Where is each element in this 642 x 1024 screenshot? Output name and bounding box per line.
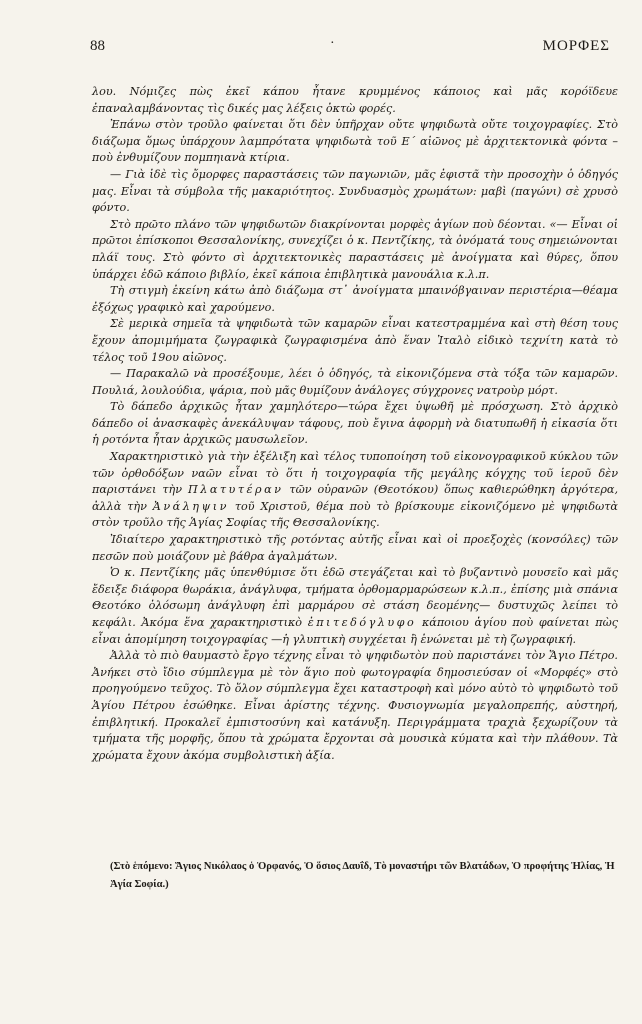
header-dot: · — [330, 36, 335, 51]
next-issue-note: (Στὸ ἑπόμενο: Ἅγιος Νικόλαος ὁ Ὀρφανός, Ὁ ὅσιος Δαυΐδ, Τὸ μοναστήρι τῶν Βλατάδων, Ὁ προφήτης Ἠλίας, Ἡ Ἁγία Σοφία.) — [110, 861, 615, 890]
paragraph-text: Χαρακτηριστικὸ γιὰ τὴν ἐξέλιξη καὶ τέλος τυποποίηση τοῦ εἰκονογραφικοῦ κύκλου τῶν τῶν ὀρθοδόξων ναῶν εἶναι τὸ ὅτι ἡ τοιχογραφία τῆς μεγάλης κόγχης τοῦ ἱεροῦ δὲν παριστάνει τὴν — [92, 450, 618, 497]
paragraph — [92, 565, 618, 648]
paragraph: — Παρακαλῶ νὰ προσέξουμε, λέει ὁ ὁδηγός, τὰ εἰκονιζόμενα στὰ τόξα τῶν καμαρῶν. Πουλιά, λουλούδια, ψάρια, ποὺ μᾶς θυμίζουν ἀνάλογες σύγχρονες νατροὺρ μόρτ. — [92, 367, 618, 397]
article-body — [92, 84, 618, 764]
paragraph: Τὸ δάπεδο ἀρχικῶς ἦταν χαμηλότερο—τώρα ἔχει ὑψωθῆ μὲ πρόσχωση. Στὸ ἀρχικὸ δάπεδο οἱ ἀνασκαφὲς ἀνεκάλυψαν τάφους, ποὺ ἔγινα ἀφορμὴ νὰ διατυπωθῆ ἡ εἰκασία ὅτι ἡ ροτόντα ἦταν ἀρχικῶς μαυσωλεῖον. — [92, 400, 618, 447]
paragraph: Σὲ μερικὰ σημεῖα τὰ ψηφιδωτὰ τῶν καμαρῶν εἶναι κατεστραμμένα καὶ στὴ θέση τους ἔχουν ἀπομιμήματα ζωγραφικὰ ζωγραφισμένα ἀπὸ ἕναν Ἰταλὸ εἰδικὸ τεχνίτη κατὰ τὸ τέλος τοῦ 19ου αἰῶνος. — [92, 317, 618, 364]
running-title: ΜΟΡΦΕΣ — [542, 38, 610, 54]
paragraph — [92, 449, 618, 532]
paragraph: Ἀλλὰ τὸ πιὸ θαυμαστὸ ἔργο τέχνης εἶναι τὸ ψηφιδωτὸν ποὺ παριστάνει τὸν Ἅγιο Πέτρο. Ἀνήκει στὸ ἴδιο σύμπλεγμα μὲ τὸν ἅγιο ποὺ φωτογραφία δημοσιεύσαν οἱ «Μορφές» στὸ προηγούμενο τεῦχος. Τὸ ὅλον σύμπλεγμα ἔχει καταστροφὴ καὶ μόνο αὐτὸ τὸ ψηφιδωτὸ τοῦ Ἁγίου Πέτρου ἐσώθηκε. Εἶναι ἀρίστης τέχνης. Φυσιογνωμία μεγαλοπρεπής, αὐστηρή, ἐπιβλητική. Προκαλεῖ ἐμπιστοσύνη καὶ κατάνυξη. Περιγράμματα τραχιὰ ξεχωρίζουν τὰ τμήματα τῆς μορφῆς, ὅπου τὰ χρώματα ἔρχονται σὰ μουσικὰ κύματα καὶ τὴν πλάθουν. Τὰ χρώματα ἔχουν ἀκόμα συμβολιστικὴ ἀξία. — [92, 649, 618, 762]
spaced-term: Ἀνάληψιν — [152, 499, 229, 513]
page-number: 88 — [90, 38, 105, 54]
paragraph: Τὴ στιγμὴ ἐκείνη κάτω ἀπὸ διάζωμα στ᾿ ἀνοίγματα μπαινόβγαιναν περιστέρια—θέαμα ἐξόχως γραφικὸ καὶ χαρούμενο. — [92, 284, 618, 314]
paragraph: λου. Νόμιζες πὼς ἐκεῖ κάπου ἦτανε κρυμμένος κάποιος καὶ μᾶς κορόϊδευε ἐπαναλαμβάνοντας τὶς δικές μας λέξεις ὀκτὼ φορές. — [92, 85, 618, 115]
paragraph-text: τοῦ Χριστοῦ, θέμα ποὺ τὸ βρίσκουμε εἰκονιζόμενο μὲ ψηφιδωτὰ στὸν τροῦλο τῆς Ἁγίας Σοφίας τῆς Θεσσαλονίκης. — [92, 499, 618, 530]
page-header — [90, 38, 610, 58]
paragraph: Ἰδιαίτερο χαρακτηριστικὸ τῆς ροτόντας αὐτῆς εἶναι καὶ οἱ προεξοχὲς (κονσόλες) τῶν πεσῶν ποὺ μοιάζουν μὲ βάθρα ἀγαλμάτων. — [92, 533, 618, 563]
paragraph: — Γιὰ ἰδὲ τὶς ὄμορφες παραστάσεις τῶν παγωνιῶν, μᾶς ἐφιστᾶ τὴν προσοχὴν ὁ ὁδηγός μας. Εἶναι τὰ σύμβολα τῆς μακαριότητος. Συνδυασμὸς χρωμάτων: μαβὶ (παγώνι) σὲ χρυσὸ φόντο. — [92, 167, 618, 215]
spaced-term: Πλατυτέραν — [187, 483, 284, 497]
paragraph: Ἐπάνω στὸν τροῦλο φαίνεται ὅτι δὲν ὑπῆρχαν οὔτε ψηφιδωτὰ οὔτε τοιχογραφίες. Στὸ διάζωμα ὅμως ὑπάρχουν λαμπρότατα ψηφιδωτὰ τοῦ Ε´ αἰῶνος μὲ ἀρχιτεκτονικὰ φόντα – ποὺ ἐνθυμίζουν πομπηιανὰ κτίρια. — [92, 118, 618, 165]
spaced-term: ἐπιτεδόγλυφο — [307, 616, 417, 629]
paragraph: Στὸ πρῶτο πλάνο τῶν ψηφιδωτῶν διακρίνονται μορφὲς ἁγίων ποὺ δέονται. «— Εἶναι οἱ πρῶτοι ἐπίσκοποι Θεσσαλονίκης, συνεχίζει ὁ κ. Πεντζίκης, τὰ ὀνόματά τους σημειώνονται πλάϊ τους. Στὸ φόντο σὶ ἀρχιτεκτονικὲς παραστάσεις μὲ ἀνοίγματα καὶ θύρες, ὅπου ὑπάρχει ἐδῶ κάποιο βιβλίο, ἐκεῖ κάποια ἐπιβλητικὰ μανουάλια κ.λ.π. — [92, 217, 618, 281]
paragraph-text: κάποιου ἁγίου ποὺ φαίνεται πὼς εἶναι ἀπομίμηση τοιχογραφίας —ἡ γλυπτικὴ συγχέεται ἢ ἑνώνεται μὲ τὴ ζωγραφική. — [92, 616, 618, 646]
paragraph-text: τῶν οὐρανῶν (Θεοτόκου) ὅπως καθιερώθηκη ἀργότερα, ἀλλὰ τὴν — [92, 483, 619, 513]
paragraph-text: Ὁ κ. Πεντζίκης μᾶς ὑπενθύμισε ὅτι ἐδῶ στεγάζεται καὶ τὸ βυζαντινὸ μουσεῖο καὶ μᾶς ἔδειξε διάφορα θωράκια, ἀνάγλυφα, τμήματα ὀρθομαρμαρώσεων κ.λ.π., ἐπίσης μιὰ σπάνια Θεοτόκο ὁλόσωμη ἀνάγλυφη ἐπὶ μαρμάρου σὲ στάση δεομένης— δυστυχῶς λείπει τὸ κεφάλι. Ἀκόμα ἕνα χαρακτηριστικὸ — [92, 566, 618, 629]
